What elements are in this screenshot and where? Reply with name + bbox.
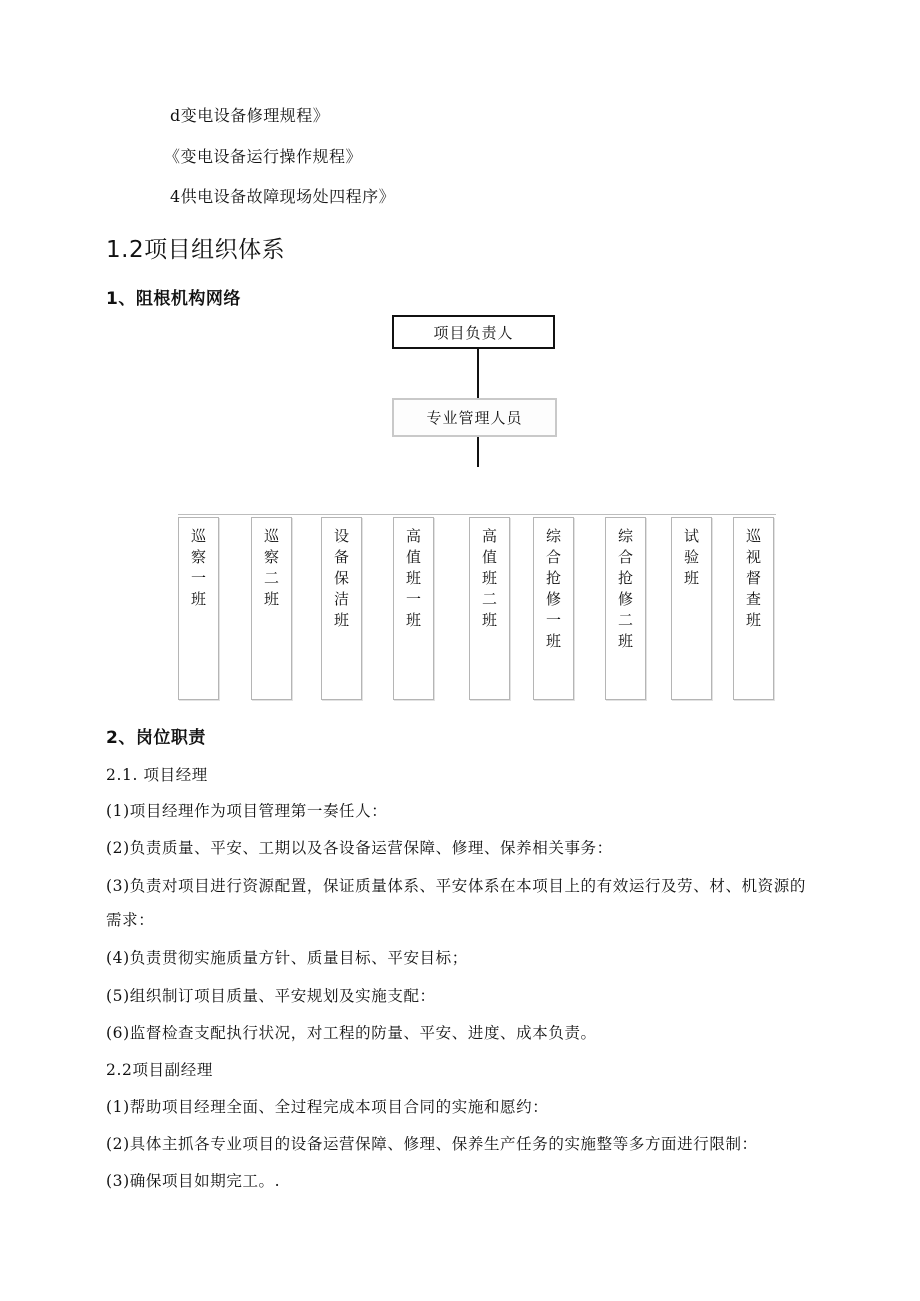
team-label-char: 班: [745, 611, 761, 629]
team-label-char: 修: [545, 590, 561, 608]
deputy-item: (2)具体主抓各专业项目的设备运营保障、修理、保养生产任务的实施整等多方面进行限制：: [106, 1135, 758, 1153]
team-label-char: 班: [405, 569, 421, 587]
connector-line: [477, 437, 479, 467]
team-label-char: 备: [333, 548, 349, 566]
team-label-char: 巡: [190, 527, 206, 545]
team-box-8: [671, 517, 712, 700]
team-label-char: 二: [263, 569, 279, 587]
team-label-char: 高: [405, 527, 421, 545]
team-label-char: 高: [481, 527, 497, 545]
pm-item: (5)组织制订项目质量、平安规划及实施支配：: [106, 987, 436, 1005]
reference-line-1: d变电设备修理规程》: [170, 106, 330, 125]
team-box-6: [533, 517, 574, 700]
org-node-label: 专业管理人员: [426, 409, 523, 427]
pm-item: (1)项目经理作为项目管理第一奏任人：: [106, 802, 388, 820]
org-node-project-leader: [392, 315, 555, 349]
team-label-char: 试: [683, 527, 699, 545]
team-box-5: [469, 517, 510, 700]
deputy-item: (3)确保项目如期完工。.: [106, 1172, 281, 1190]
team-label-char: 视: [745, 548, 761, 566]
team-label-char: 值: [481, 548, 497, 566]
team-label-char: 班: [545, 632, 561, 650]
team-box-9: [733, 517, 774, 700]
team-label-char: 验: [683, 548, 699, 566]
team-label-char: 合: [617, 548, 633, 566]
pm-heading: 2.1. 项目经理: [106, 766, 208, 784]
team-label-char: 抢: [545, 569, 561, 587]
pm-item: (4)负责贯彻实施质量方针、质量目标、平安目标；: [106, 949, 468, 967]
team-box-3: [321, 517, 362, 700]
team-baseline: [178, 514, 776, 515]
team-label-char: 班: [481, 611, 497, 629]
team-label-char: 察: [263, 548, 279, 566]
team-label-char: 一: [545, 611, 561, 629]
team-label-char: 查: [745, 590, 761, 608]
pm-item: (2)负责质量、平安、工期以及各设备运营保障、修理、保养相关事务：: [106, 839, 613, 857]
team-label-char: 班: [683, 569, 699, 587]
team-label-char: 一: [190, 569, 206, 587]
team-label-char: 合: [545, 548, 561, 566]
pm-item: 需求：: [106, 911, 155, 929]
team-label-char: 值: [405, 548, 421, 566]
team-label-char: 班: [405, 611, 421, 629]
team-label-char: 二: [481, 590, 497, 608]
pm-item: (6)监督检查支配执行状况，对工程的防量、平安、进度、成本负责。: [106, 1024, 597, 1042]
team-label-char: 洁: [333, 590, 349, 608]
team-label-char: 巡: [745, 527, 761, 545]
team-box-7: [605, 517, 646, 700]
team-label-char: 综: [545, 527, 561, 545]
subsection-duties-title: 2、岗位职责: [106, 728, 206, 748]
team-label-char: 班: [263, 590, 279, 608]
section-title: 1.2项目组织体系: [106, 237, 286, 263]
team-label-char: 察: [190, 548, 206, 566]
team-label-char: 保: [333, 569, 349, 587]
org-node-management-staff: [392, 398, 557, 437]
subsection-org-title: 1、阻根机构网络: [106, 289, 241, 309]
team-label-char: 班: [481, 569, 497, 587]
team-label-char: 班: [333, 611, 349, 629]
deputy-item: (1)帮助项目经理全面、全过程完成本项目合同的实施和愿约：: [106, 1098, 549, 1116]
deputy-heading: 2.2项目副经理: [106, 1061, 213, 1079]
team-label-char: 巡: [263, 527, 279, 545]
team-box-2: [251, 517, 292, 700]
team-label-char: 设: [333, 527, 349, 545]
org-node-label: 项目负责人: [433, 323, 514, 342]
reference-line-3: 4供电设备故障现场处四程序》: [170, 187, 396, 206]
reference-line-2: 《变电设备运行操作规程》: [164, 147, 363, 166]
team-box-4: [393, 517, 434, 700]
team-label-char: 修: [617, 590, 633, 608]
connector-line: [477, 349, 479, 398]
team-box-1: [178, 517, 219, 700]
team-label-char: 班: [617, 632, 633, 650]
team-label-char: 抢: [617, 569, 633, 587]
team-label-char: 督: [745, 569, 761, 587]
pm-item: (3)负责对项目进行资源配置，保证质量体系、平安体系在本项目上的有效运行及劳、材、机资源的: [106, 877, 806, 895]
team-label-char: 一: [405, 590, 421, 608]
team-label-char: 综: [617, 527, 633, 545]
team-label-char: 二: [617, 611, 633, 629]
team-label-char: 班: [190, 590, 206, 608]
